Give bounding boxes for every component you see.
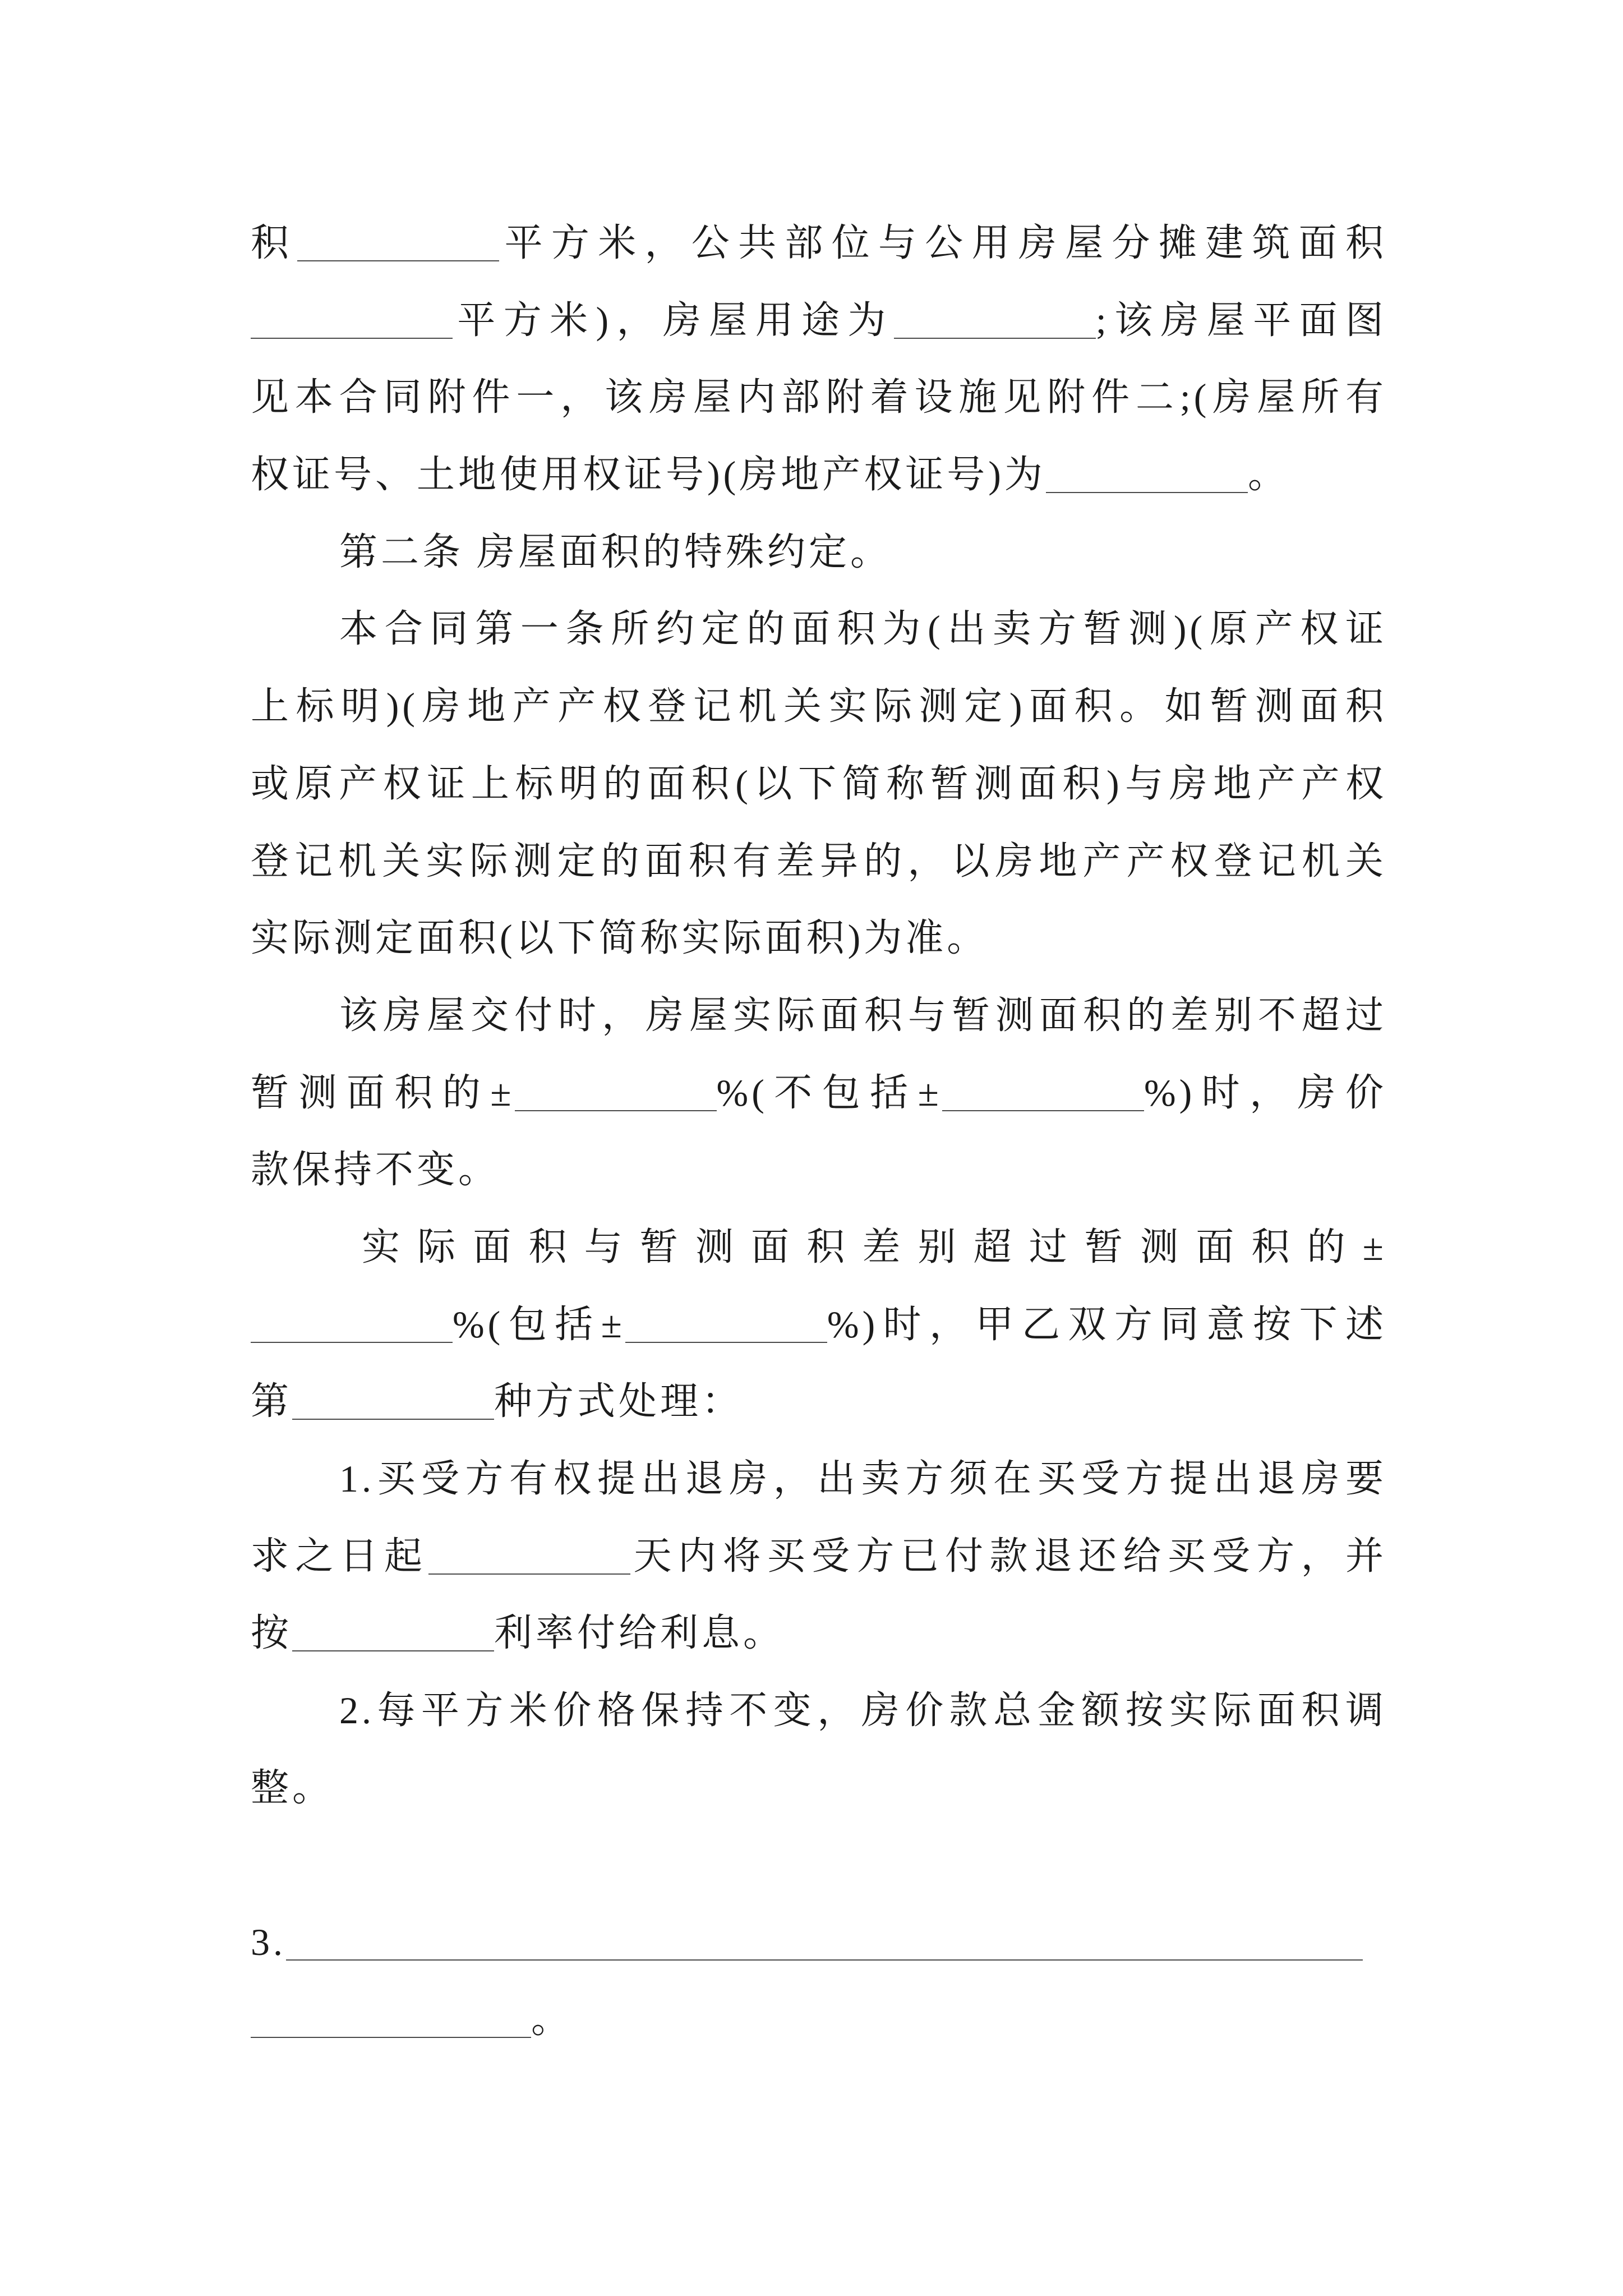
blank-field [942, 1103, 1144, 1111]
text-segment: 利率付给利息。 [494, 1612, 785, 1655]
paragraph-line [251, 205, 1387, 282]
contract-text [251, 205, 1387, 2059]
blank-field [251, 331, 453, 339]
option-3-line [251, 1981, 1387, 2059]
option-2-line [251, 1750, 1387, 1827]
text-segment: %(包括± [453, 1303, 625, 1346]
text-segment: 或原产权证上标明的面积(以下简称暂测面积)与房地产产权 [251, 762, 1387, 805]
blank-field [292, 1412, 494, 1420]
blank-line [251, 1826, 1387, 1904]
blank-field [625, 1335, 827, 1343]
text-segment: 。 [531, 1998, 573, 2041]
text-segment: 2.每平方米价格保持不变，房价款总金额按实际面积调 [339, 1689, 1387, 1732]
option-2-line [251, 1672, 1387, 1750]
blank-field [297, 254, 499, 261]
option-1-line [251, 1595, 1387, 1672]
text-segment: 第 [251, 1380, 293, 1423]
blank-field [292, 1644, 494, 1651]
paragraph-line [251, 668, 1387, 746]
blank-field [251, 2030, 531, 2038]
text-segment: 本合同第一条所约定的面积为(出卖方暂测)(原产权证 [339, 608, 1387, 651]
paragraph-line [251, 900, 1387, 977]
paragraph-line [251, 1055, 1387, 1132]
blank-field [1046, 485, 1248, 493]
text-segment: 平方米)，房屋用途为 [453, 298, 894, 342]
text-segment: 款保持不变。 [251, 1148, 500, 1191]
option-3-line [251, 1904, 1387, 1981]
blank-field [515, 1103, 717, 1111]
paragraph-line [251, 1363, 1387, 1441]
blank-field [251, 1335, 453, 1343]
text-segment: 3. [251, 1921, 286, 1964]
paragraph-line [251, 823, 1387, 900]
paragraph-line [251, 1131, 1387, 1209]
option-1-line [251, 1441, 1387, 1518]
paragraph-line [251, 591, 1387, 668]
text-segment: 。 [1247, 453, 1289, 496]
text-segment: %(不包括± [716, 1071, 942, 1114]
text-segment: %)时，甲乙双方同意按下述 [827, 1303, 1387, 1346]
blank-field [286, 1953, 1363, 1961]
paragraph-line [251, 282, 1387, 360]
text-segment: 平方米，公共部位与公用房屋分摊建筑面积 [499, 222, 1387, 264]
text-segment: 积 [251, 222, 298, 264]
text-segment: 天内将买受方已付款退还给买受方，并 [630, 1534, 1387, 1577]
paragraph-line [251, 1209, 1387, 1286]
text-segment: 实际面积与暂测面积差别超过暂测面积的± [362, 1225, 1387, 1268]
text-segment: 求之日起 [251, 1534, 429, 1577]
paragraph-line [251, 977, 1387, 1055]
text-segment: 见本合同附件一，该房屋内部附着设施见附件二;(房屋所有 [251, 376, 1387, 419]
text-segment: 整。 [251, 1766, 334, 1809]
option-1-line [251, 1518, 1387, 1595]
text-segment: 该房屋交付时，房屋实际面积与暂测面积的差别不超过 [339, 993, 1387, 1037]
text-segment: 上标明)(房地产产权登记机关实际测定)面积。如暂测面积 [251, 685, 1387, 728]
text-segment: %)时，房价 [1144, 1071, 1387, 1114]
paragraph-line [251, 436, 1387, 514]
article-heading [251, 514, 1387, 591]
text-segment: 按 [251, 1612, 293, 1655]
text-segment: 登记机关实际测定的面积有差异的，以房地产产权登记机关 [251, 839, 1387, 882]
text-segment: 实际测定面积(以下简称实际面积)为准。 [251, 917, 989, 960]
text-segment: 1.买受方有权提出退房，出卖方须在买受方提出退房要 [339, 1457, 1387, 1500]
text-segment: 暂测面积的± [251, 1071, 515, 1114]
paragraph-line [251, 1286, 1387, 1364]
text-segment: ;该房屋平面图 [1095, 298, 1387, 342]
blank-field [428, 1567, 630, 1575]
paragraph-line [251, 746, 1387, 823]
heading-text: 第二条 房屋面积的特殊约定。 [339, 530, 892, 573]
blank-field [894, 331, 1096, 339]
paragraph-line [251, 359, 1387, 436]
text-segment: 权证号、土地使用权证号)(房地产权证号)为 [251, 453, 1046, 496]
text-segment: 种方式处理： [494, 1380, 744, 1423]
